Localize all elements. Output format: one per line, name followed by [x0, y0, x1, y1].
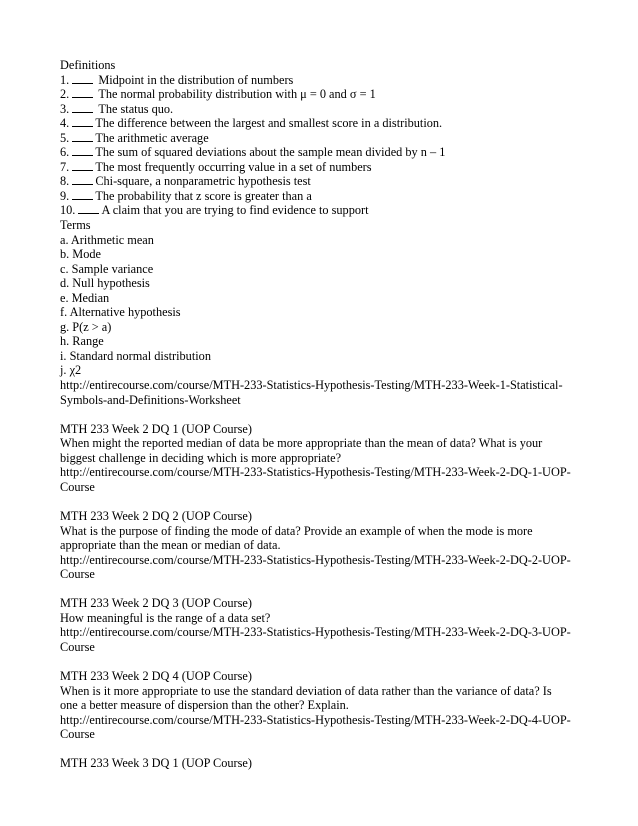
course-url-line-2[interactable]: Course	[60, 567, 95, 582]
definition-number: 3.	[60, 101, 70, 116]
spacer	[60, 494, 585, 509]
answer-blank	[72, 73, 93, 84]
term-item: g. P(z > a)	[60, 319, 112, 334]
course-url-line-2[interactable]: Course	[60, 639, 95, 654]
question-line: What is the purpose of finding the mode of data? Provide an example of when the mode is more	[60, 523, 533, 538]
term-item: c. Sample variance	[60, 261, 154, 276]
definition-text: A claim that you are trying to find evidence to support	[101, 203, 369, 218]
definition-number: 8.	[60, 174, 70, 189]
course-url-line-2[interactable]: Course	[60, 727, 95, 742]
definition-number: 4.	[60, 116, 70, 131]
answer-blank	[72, 174, 93, 185]
answer-blank	[72, 87, 93, 98]
definition-number: 9.	[60, 188, 70, 203]
term-item: i. Standard normal distribution	[60, 348, 211, 363]
course-url-line-2[interactable]: Course	[60, 479, 95, 494]
definition-text: The arithmetic average	[95, 130, 209, 145]
section-title: MTH 233 Week 2 DQ 3 (UOP Course)	[60, 596, 252, 611]
course-url-line-1[interactable]: http://entirecourse.com/course/MTH-233-Statistics-Hypothesis-Testing/MTH-233-Week-2-DQ-3-UOP-	[60, 625, 571, 640]
term-item: f. Alternative hypothesis	[60, 305, 181, 320]
question-line: When is it more appropriate to use the standard deviation of data rather than the variance of data? Is	[60, 683, 552, 698]
term-item: b. Mode	[60, 247, 101, 262]
definition-text: The probability that z score is greater than a	[95, 188, 312, 203]
worksheet-url-line-2[interactable]: Symbols-and-Definitions-Worksheet	[60, 392, 241, 407]
definition-text: Midpoint in the distribution of numbers	[98, 72, 294, 87]
definition-text: The most frequently occurring value in a set of numbers	[95, 159, 372, 174]
definition-item	[60, 174, 585, 189]
answer-blank	[78, 203, 99, 214]
course-url-line-1[interactable]: http://entirecourse.com/course/MTH-233-Statistics-Hypothesis-Testing/MTH-233-Week-2-DQ-1-UOP-	[60, 465, 571, 480]
term-item: e. Median	[60, 290, 110, 305]
definition-text: The sum of squared deviations about the sample mean divided by n – 1	[95, 145, 446, 160]
term-item: a. Arithmetic mean	[60, 232, 154, 247]
question-line: How meaningful is the range of a data set?	[60, 610, 271, 625]
definition-text: Chi-square, a nonparametric hypothesis test	[95, 174, 311, 189]
answer-blank	[72, 116, 93, 127]
question-line: When might the reported median of data be more appropriate than the mean of data? What is your	[60, 436, 543, 451]
definition-item	[60, 116, 585, 131]
answer-blank	[72, 102, 93, 113]
spacer	[60, 407, 585, 422]
question-line: one a better measure of dispersion than the other? Explain.	[60, 698, 349, 713]
definition-item	[60, 160, 585, 175]
spacer	[60, 742, 585, 757]
term-item: d. Null hypothesis	[60, 276, 150, 291]
definition-item	[60, 145, 585, 160]
definition-number: 5.	[60, 130, 70, 145]
definition-item	[60, 102, 585, 117]
definition-number: 2.	[60, 87, 70, 102]
definition-item	[60, 87, 585, 102]
answer-blank	[72, 131, 93, 142]
definition-number: 10.	[60, 203, 76, 218]
definition-text: The normal probability distribution with μ = 0 and σ = 1	[98, 87, 376, 102]
answer-blank	[72, 189, 93, 200]
question-line: biggest challenge in deciding which is more appropriate?	[60, 450, 342, 465]
section-title: MTH 233 Week 2 DQ 4 (UOP Course)	[60, 668, 252, 683]
spacer	[60, 582, 585, 597]
definition-item	[60, 203, 585, 218]
document-body	[60, 58, 585, 771]
spacer	[60, 654, 585, 669]
section-title: MTH 233 Week 2 DQ 2 (UOP Course)	[60, 508, 252, 523]
answer-blank	[72, 145, 93, 156]
definition-number: 7.	[60, 159, 70, 174]
definition-text: The difference between the largest and smallest score in a distribution.	[95, 116, 443, 131]
section-title: MTH 233 Week 2 DQ 1 (UOP Course)	[60, 421, 252, 436]
question-line: appropriate than the mean or median of data.	[60, 538, 281, 553]
worksheet-url-line-1[interactable]: http://entirecourse.com/course/MTH-233-Statistics-Hypothesis-Testing/MTH-233-Week-1-Statistical-	[60, 378, 563, 393]
answer-blank	[72, 160, 93, 171]
course-url-line-1[interactable]: http://entirecourse.com/course/MTH-233-Statistics-Hypothesis-Testing/MTH-233-Week-2-DQ-4-UOP-	[60, 712, 571, 727]
term-item: h. Range	[60, 334, 104, 349]
definition-item	[60, 189, 585, 204]
section-title: MTH 233 Week 3 DQ 1 (UOP Course)	[60, 756, 252, 771]
term-item: j. χ2	[60, 363, 82, 378]
definition-number: 6.	[60, 145, 70, 160]
definition-number: 1.	[60, 72, 70, 87]
terms-heading: Terms	[60, 218, 91, 233]
definition-item	[60, 73, 585, 88]
definition-text: The status quo.	[98, 101, 174, 116]
definitions-heading: Definitions	[60, 58, 116, 72]
definition-item	[60, 131, 585, 146]
course-url-line-1[interactable]: http://entirecourse.com/course/MTH-233-Statistics-Hypothesis-Testing/MTH-233-Week-2-DQ-2-UOP-	[60, 552, 571, 567]
